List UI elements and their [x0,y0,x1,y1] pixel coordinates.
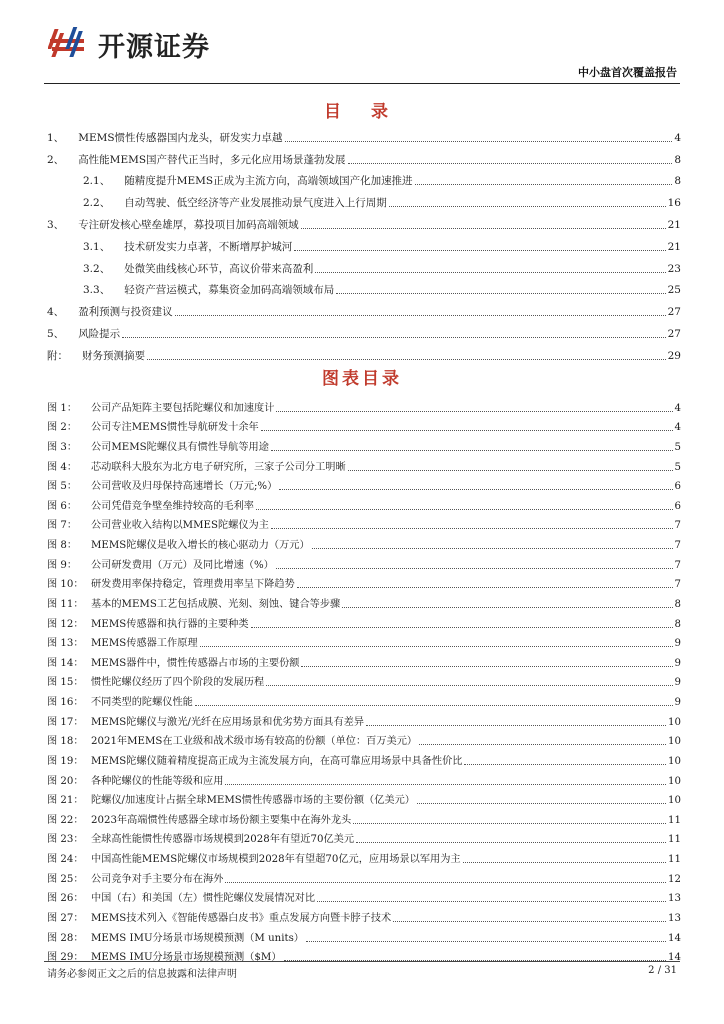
figure-num: 图 4： [47,461,78,473]
figure-entry[interactable] [47,846,681,866]
figure-entry[interactable] [47,474,681,494]
figure-title: MEMS技术列入《智能传感器白皮书》重点发展方向暨卡脖子技术 [91,912,392,924]
toc-num: 2、 [47,153,65,166]
figure-title: MEMS陀螺仪随着精度提高正成为主流发展方向，在高可靠应用场景中具备性价比 [91,755,463,767]
toc-dot-leader [348,163,673,164]
toc-title: 轻资产营运模式，募集资金加码高端领域布局 [124,284,335,297]
toc-entry[interactable] [47,341,681,363]
toc-page: 21 [667,218,681,231]
figure-entry[interactable] [47,415,681,435]
figure-title: MEMS陀螺仪是收入增长的核心驱动力（万元） [91,540,310,551]
figure-dot-leader [419,744,666,745]
toc-dot-leader [315,272,665,273]
figure-title: 芯动联科大股东为北方电子研究所，三家子公司分工明晰 [91,461,346,473]
figure-num: 图 9： [47,559,78,571]
toc-entry[interactable] [47,123,681,145]
figure-page: 6 [674,500,681,512]
toc-dot-leader [294,250,665,251]
figure-title: 公司产品矩阵主要包括陀螺仪和加速度计 [91,402,275,414]
figure-entry[interactable] [47,886,681,906]
figure-entry[interactable] [47,689,681,709]
figure-dot-leader [356,842,666,843]
figure-page: 7 [674,579,681,591]
figure-num: 图 18： [47,736,84,748]
toc-page: 29 [667,349,681,362]
figure-dot-leader [200,646,673,647]
figure-dot-leader [306,941,666,942]
toc-dot-leader [301,228,666,229]
toc-page: 25 [667,284,681,297]
toc-title: 财务预测摘要 [82,349,145,362]
figure-page: 5 [674,461,681,473]
figure-page: 10 [668,736,681,748]
figure-page: 7 [674,540,681,551]
toc-num: 2.1、 [83,175,111,188]
figure-title: 全球高性能惯性传感器市场规模到2028年有望近70亿美元 [91,834,355,846]
figure-dot-leader [271,450,673,451]
toc-page: 23 [667,262,681,275]
figure-num: 图 28： [47,932,84,944]
figure-page: 10 [668,755,681,767]
figure-num: 图 11： [47,598,84,610]
figure-dot-leader [195,705,673,706]
toc-entry[interactable] [47,167,681,189]
figure-page: 4 [674,422,681,434]
figure-entry[interactable] [47,611,681,631]
figure-entry[interactable] [47,807,681,827]
toc-title: 处微笑曲线核心环节，高议价带来高盈利 [124,262,314,275]
figure-dot-leader [301,666,672,667]
toc-dot-leader [389,206,666,207]
figure-num: 图 2： [47,422,78,434]
toc-page: 27 [667,327,681,340]
figure-entry[interactable] [47,454,681,474]
figure-page: 10 [668,775,681,787]
figure-num: 图 16： [47,697,84,708]
figure-num: 图 22： [47,814,84,826]
figure-page: 14 [668,932,681,944]
figure-title: 中国（右）和美国（左）惯性陀螺仪发展情况对比 [91,893,316,905]
toc-entry[interactable] [47,188,681,210]
footer-divider [44,961,680,962]
toc-page: 21 [667,240,681,253]
toc-entry[interactable] [47,276,681,298]
figure-page: 13 [668,912,681,924]
figure-dot-leader [276,568,673,569]
figure-num: 图 21： [47,795,84,807]
figure-num: 图 1： [47,402,78,414]
figure-entry[interactable] [47,768,681,788]
figure-title: 不同类型的陀螺仪性能 [91,697,193,708]
toc-title: 风险提示 [78,327,121,340]
figure-page: 10 [668,795,681,807]
figure-page: 11 [668,834,681,846]
toc-entry[interactable] [47,210,681,232]
figure-dot-leader [279,489,672,490]
figure-title: 公司营收及归母保持高速增长（万元;%） [91,481,278,493]
toc-title: 技术研发实力卓著，不断增厚护城河 [124,240,293,253]
toc-dot-leader [415,184,673,185]
figure-dot-leader [366,725,666,726]
figure-num: 图 15： [47,677,84,689]
figure-page: 9 [674,657,681,669]
figure-title: MEMS传感器和执行器的主要种类 [91,618,249,630]
figure-title: 公司研发费用（万元）及同比增速（%） [91,559,274,571]
toc-dot-leader [285,141,673,142]
figure-entry[interactable] [47,729,681,749]
figure-entry[interactable] [47,572,681,592]
company-logo [48,24,210,64]
logo-mark-icon [48,25,92,63]
figure-page: 12 [668,873,681,885]
figure-page: 8 [674,618,681,630]
figure-title: MEMS IMU分场景市场规模预测（M units） [91,932,304,944]
figure-title: 基本的MEMS工艺包括成膜、光刻、刻蚀、键合等步骤 [91,598,341,610]
figure-dot-leader [276,411,672,412]
figure-title: 2021年MEMS在工业级和战术级市场有较高的份额（单位：百万美元） [91,736,418,748]
figure-dot-leader [297,587,673,588]
figure-entry[interactable] [47,670,681,690]
toc-entry[interactable] [47,297,681,319]
toc-page: 4 [674,131,681,144]
toc-entry[interactable] [47,254,681,276]
figure-num: 图 29： [47,952,84,964]
figure-title: 惯性陀螺仪经历了四个阶段的发展历程 [91,677,265,689]
figure-entry[interactable] [47,513,681,533]
figure-entry[interactable] [47,493,681,513]
toc-page: 27 [667,306,681,319]
figure-entry[interactable] [47,434,681,454]
figure-title: 公司MEMS陀螺仪具有惯性导航等用途 [91,441,269,453]
figure-dot-leader [348,470,673,471]
figure-num: 图 27： [47,912,84,924]
figure-dot-leader [256,509,673,510]
figure-num: 图 7： [47,520,78,532]
figure-title: 陀螺仪/加速度计占据全球MEMS惯性传感器市场的主要份额（亿美元） [91,795,415,807]
figure-num: 图 26： [47,893,84,905]
figure-num: 图 25： [47,873,84,885]
figure-dot-leader [225,784,666,785]
figure-page: 9 [674,697,681,708]
toc-num: 2.2、 [83,197,111,210]
figure-dot-leader [317,901,666,902]
figure-entry[interactable] [47,552,681,572]
figure-page: 13 [668,893,681,905]
figure-num: 图 17： [47,716,84,728]
figure-index-list [47,395,681,964]
toc-title: 目 录 [324,102,400,122]
figure-entry[interactable] [47,748,681,768]
figure-num: 图 19： [47,755,84,767]
figure-entry[interactable] [47,827,681,847]
figure-num: 图 8： [47,540,78,551]
figure-page: 6 [674,481,681,493]
toc-num: 附： [47,349,68,362]
figure-title: 公司凭借竞争壁垒维持较高的毛利率 [91,500,254,512]
figure-page: 11 [668,854,681,865]
figure-entry[interactable] [47,631,681,651]
figure-entry[interactable] [47,709,681,729]
figure-page: 11 [668,814,681,826]
figure-page: 14 [668,952,681,964]
figure-dot-leader [261,430,673,431]
toc-num: 5、 [47,327,65,340]
figure-title: MEMS器件中，惯性传感器占市场的主要份额 [91,657,300,669]
figure-dot-leader [225,882,666,883]
toc-num: 3.3、 [83,284,111,297]
toc-entry[interactable] [47,145,681,167]
figure-num: 图 24： [47,854,84,865]
figure-dot-leader [393,921,666,922]
toc-num: 4、 [47,306,65,319]
figure-dot-leader [266,685,672,686]
toc-num: 1、 [47,131,65,144]
figure-page: 8 [674,598,681,610]
figure-entry[interactable] [47,650,681,670]
figure-dot-leader [463,862,666,863]
logo-text: 开源证券 [98,31,210,63]
toc-title: 专注研发核心壁垒雄厚，募投项目加码高端领域 [78,218,299,231]
toc-num: 3、 [47,218,65,231]
figure-page: 9 [674,638,681,650]
figure-page: 7 [674,559,681,571]
toc-title: MEMS惯性传感器国内龙头，研发实力卓越 [78,131,283,144]
figure-page: 5 [674,441,681,453]
toc-page: 16 [667,197,681,210]
header-divider [44,83,680,84]
figure-entry[interactable] [47,395,681,415]
figure-title: MEMS IMU分场景市场规模预测（$M） [91,952,282,964]
toc-title: 高性能MEMS国产替代正当时，多元化应用场景蓬勃发展 [78,153,346,166]
figure-num: 图 5： [47,481,78,493]
figure-num: 图 12： [47,618,84,630]
toc-title: 自动驾驶、低空经济等产业发展推动景气度进入上行周期 [124,197,387,210]
figure-title: 中国高性能MEMS陀螺仪市场规模到2028年有望超70亿元，应用场景以军用为主 [91,854,461,865]
figure-title: 公司竞争对手主要分布在海外 [91,873,224,885]
figure-dot-leader [312,548,673,549]
figure-dot-leader [464,764,666,765]
figure-num: 图 23： [47,834,84,846]
figure-title: 2023年高端惯性传感器全球市场份额主要集中在海外龙头 [91,814,352,826]
figure-entry[interactable] [47,925,681,945]
figure-dot-leader [271,528,673,529]
figure-index-title: 图表目录 [322,369,402,389]
figure-title: MEMS陀螺仪与激光/光纤在应用场景和优劣势方面具有差异 [91,716,365,728]
figure-entry[interactable] [47,591,681,611]
toc-dot-leader [336,293,665,294]
figure-num: 图 20： [47,775,84,787]
figure-page: 9 [674,677,681,689]
figure-entry[interactable] [47,905,681,925]
toc-num: 3.1、 [83,240,111,253]
toc-dot-leader [175,315,666,316]
figure-num: 图 10： [47,579,84,591]
toc-title: 盈利预测与投资建议 [78,306,173,319]
figure-num: 图 14： [47,657,84,669]
figure-title: 研发费用率保持稳定，管理费用率呈下降趋势 [91,579,295,591]
report-type-label: 中小盘首次覆盖报告 [578,66,677,79]
page-indicator: 2 / 31 [648,965,677,976]
toc-num: 3.2、 [83,262,111,275]
figure-dot-leader [353,823,666,824]
figure-dot-leader [342,607,672,608]
toc-entry[interactable] [47,319,681,341]
figure-title: 公司营业收入结构以MMES陀螺仪为主 [91,520,269,532]
figure-entry[interactable] [47,866,681,886]
figure-title: 各种陀螺仪的性能等级和应用 [91,775,224,787]
toc-title: 随精度提升MEMS正成为主流方向，高端领域国产化加速推进 [124,175,413,188]
figure-num: 图 13： [47,638,84,650]
figure-title: MEMS传感器工作原理 [91,638,198,650]
toc-page: 8 [674,153,681,166]
figure-num: 图 6： [47,500,78,512]
figure-page: 10 [668,716,681,728]
toc-dot-leader [147,359,666,360]
figure-page: 7 [674,520,681,532]
toc-entry[interactable] [47,232,681,254]
toc-page: 8 [674,175,681,188]
toc-dot-leader [122,337,665,338]
figure-entry[interactable] [47,532,681,552]
figure-num: 图 3： [47,441,78,453]
figure-dot-leader [251,627,673,628]
figure-title: 公司专注MEMS惯性导航研发十余年 [91,422,259,434]
figure-page: 4 [674,402,681,414]
toc-list [47,123,681,363]
figure-entry[interactable] [47,788,681,808]
footer-disclaimer: 请务必参阅正文之后的信息披露和法律声明 [47,969,237,980]
figure-dot-leader [417,803,666,804]
